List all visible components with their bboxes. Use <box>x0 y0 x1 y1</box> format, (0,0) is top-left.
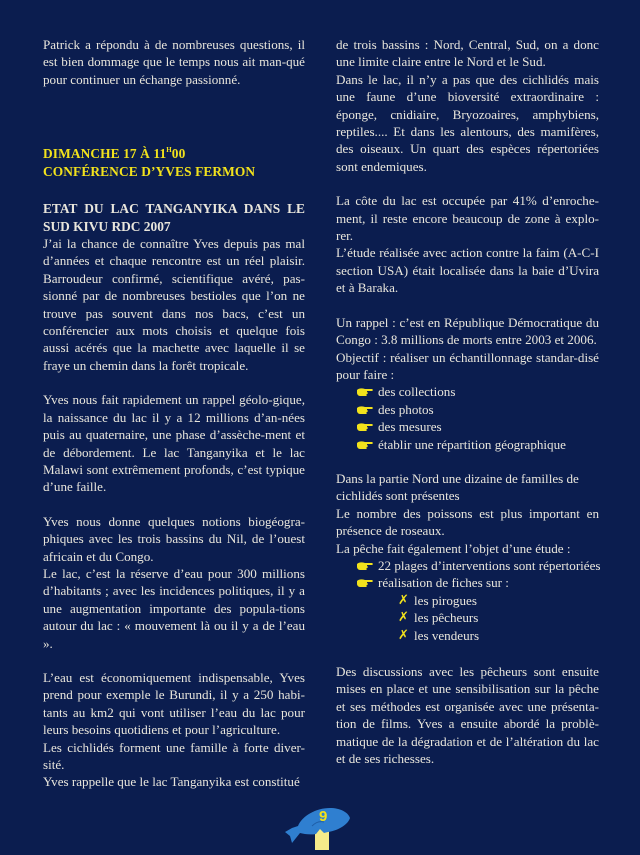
event-datetime: DIMANCHE 17 À $11^H00$ <box>43 146 186 162</box>
list-item: ✗ les pirogues <box>398 592 477 608</box>
fiche-topics-list <box>336 592 599 644</box>
cross-mark-icon: ✗ <box>398 627 409 643</box>
list-item: des photos <box>356 401 599 418</box>
pointing-hand-icon <box>356 578 373 588</box>
paragraph: Yves nous donne quelques notions biogéogra-phiques avec les trois bassins du Nil, de l’ouest africain et du Congo. <box>43 513 305 564</box>
paragraph: Dans la partie Nord une dizaine de familles de cichlidés sont présentes <box>336 470 579 504</box>
pointing-hand-icon <box>356 440 373 450</box>
list-item: ✗ les vendeurs <box>398 627 480 643</box>
list-item: ✗ les pêcheurs <box>398 610 479 626</box>
paragraph: Dans le lac, il n’y a pas que des cichlidés mais une faune d’une bioversité extraordinaire : éponge, cnidiaire, Bryozoaires, amphybiens, reptiles.... Et dans les alentours, des mamifères, des oiseaux. Un quart des espèces répertoriées sont endemiques. <box>336 71 599 174</box>
event-heading <box>43 141 305 181</box>
paragraph: Yves nous fait rapidement un rappel géolo-gique, la naissance du lac il y a 12 millions d’an-nées puis au quaternaire, une phase d’assèche-ment et de débordement. Le lac Tanganyika et le lac Malawi sont extrêmement profonds, c’est typique d’une faille. <box>43 392 305 495</box>
paragraph: La côte du lac est occupée par 41% d’enroche-ment, il reste encore beaucoup de zone à explo-rer. <box>336 193 599 244</box>
list-item: des collections <box>356 383 599 400</box>
right-column <box>336 36 599 767</box>
event-title: CONFÉRENCE D’YVES FERMON <box>43 164 256 180</box>
page-number: 9 <box>319 808 328 825</box>
paragraph: La pêche fait également l’objet d’une étude : <box>336 540 571 556</box>
pointing-hand-icon <box>356 405 373 415</box>
paragraph: J’ai la chance de connaître Yves depuis pas mal d’années et chaque rencontre est un réel plaisir. Barroudeur confirmé, scientifique avéré, pas-sionné par de nombreuses bestioles que l’on ne trouve pas souvent dans nos bacs, c’est un conférencier aux mots choisis et quelque fois aussi acérés que la machette avec laquelle il se fraye un chemin dans la forêt tropicale. <box>43 236 305 373</box>
pointing-hand-icon <box>356 561 373 571</box>
paragraph: L’étude réalisée avec action contre la faim (A-C-I section USA) était localisée dans la baie d’Uvira et à Baraka. <box>336 245 599 296</box>
pointing-hand-icon <box>356 387 373 397</box>
paragraph: L’eau est économiquement indispensable, Yves prend pour exemple le Burundi, il y a 250 habi-tants au km2 qui vont utiliser l’eau du lac pour leurs besoins quotidiens et pour l’agriculture. <box>43 669 305 738</box>
pointing-hand-icon <box>356 422 373 432</box>
cross-mark-icon: ✗ <box>398 592 409 608</box>
list-item: 22 plages d’interventions sont répertoriées <box>356 557 599 574</box>
left-column <box>43 36 305 791</box>
paragraph: Un rappel : c’est en République Démocratique du Congo : 3.8 millions de morts entre 2003 et 2006. <box>336 314 599 348</box>
paragraph: Le nombre des poissons est plus important en présence de roseaux. <box>336 505 599 539</box>
paragraph: Yves rappelle que le lac Tanganyika est constitué <box>43 774 300 790</box>
paragraph: de trois bassins : Nord, Central, Sud, on a donc une limite claire entre le Nord et le Sud. <box>336 37 599 70</box>
list-item: établir une répartition géographique <box>356 436 599 453</box>
paragraph: Les cichlidés forment une famille à forte diver-sité. <box>43 739 305 772</box>
intro-paragraph: Patrick a répondu à de nombreuses questions, il est bien dommage que le temps nous ait man-qué pour continuer un échange passionné. <box>43 37 305 87</box>
page-number-badge <box>282 802 362 850</box>
paragraph: Le lac, c’est la réserve d’eau pour 300 millions d’habitants ; avec les incidences politiques, il y a une augmentation importante des popula-tions autour du lac : « mouvement là ou il y a de l’eau ». <box>43 565 305 651</box>
list-item: réalisation de fiches sur : <box>356 574 599 591</box>
paragraph: Objectif : réaliser un échantillonnage standar-disé pour faire : <box>336 349 599 382</box>
list-item: des mesures <box>356 418 599 435</box>
closing-paragraph: Des discussions avec les pêcheurs sont ensuite mises en place et une sensibilisation sur la pêche et ses méthodes est organisée avec une présenta-tion de films. Yves a ensuite abordé la problè-matique de la dégradation et de l’altération du lac et de ses richesses. <box>336 664 599 767</box>
talk-title: ETAT DU LAC TANGANYIKA DANS LE SUD KIVU RDC 2007 <box>43 201 305 234</box>
cross-mark-icon: ✗ <box>398 610 409 626</box>
objectives-list <box>336 383 599 453</box>
fishing-study-list <box>336 557 599 592</box>
